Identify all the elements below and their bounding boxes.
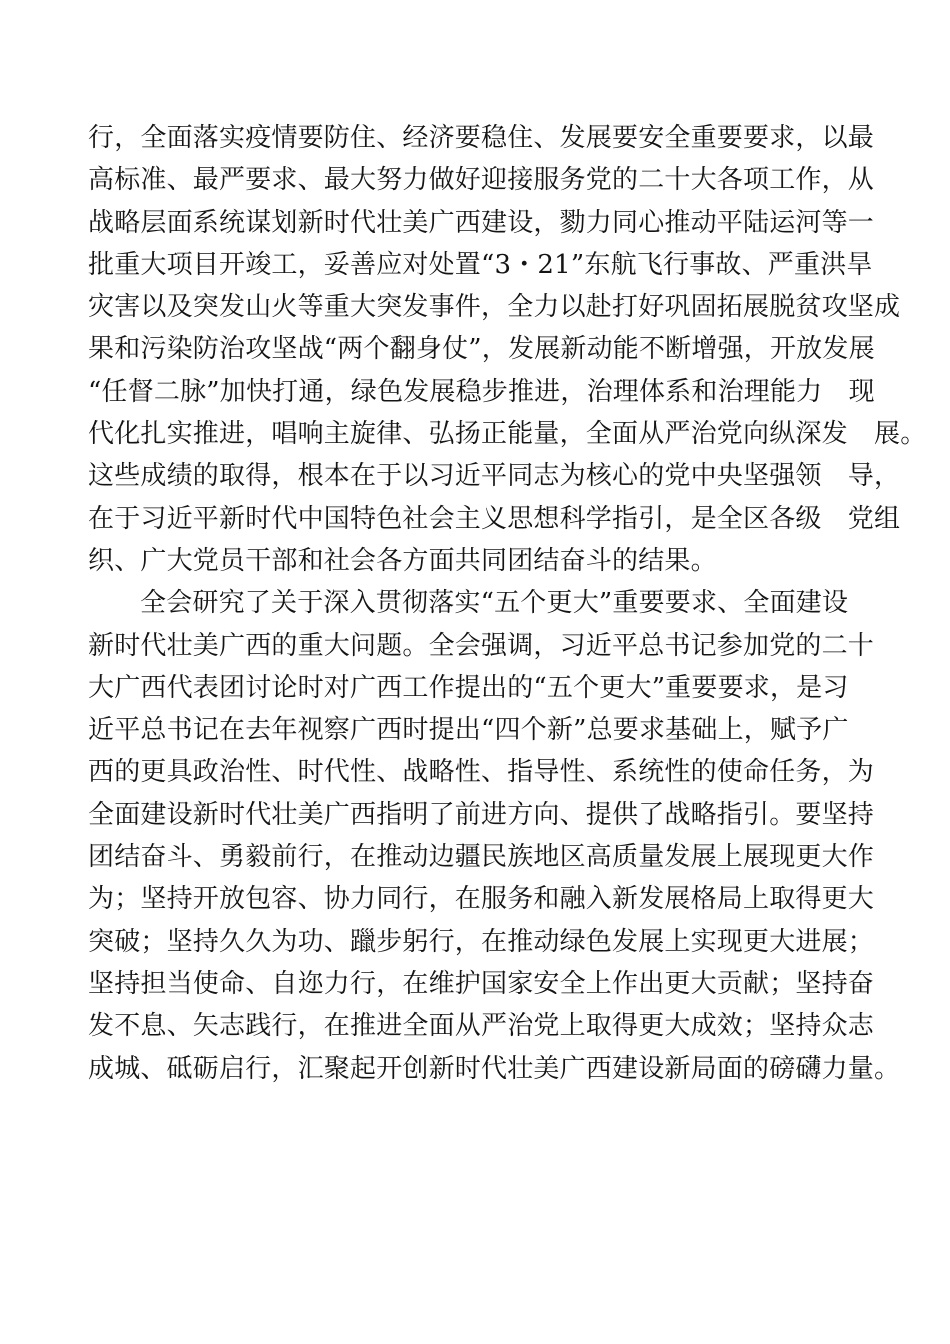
text-line: 行，全面落实疫情要防住、经济要稳住、发展要安全重要要求，以最 bbox=[88, 123, 875, 153]
text-line: 坚持担当使命、自迩力行，在维护国家安全上作出更大贡献；坚持奋 bbox=[88, 968, 875, 999]
text-line: 大广西代表团讨论时对广西工作提出的“五个更大”重要要求，是习 bbox=[88, 672, 849, 703]
text-line: 新时代壮美广西的重大问题。全会强调，习近平总书记参加党的二十 bbox=[88, 630, 875, 661]
text-line: 发不息、矢志践行，在推进全面从严治党上取得更大成效；坚持众志 bbox=[88, 1011, 875, 1042]
text-line: 团结奋斗、勇毅前行，在推动边疆民族地区高质量发展上展现更大作 bbox=[88, 842, 875, 873]
text-line: 果和污染防治攻坚战“两个翻身仗”，发展新动能不断增强，开放发展 bbox=[88, 334, 875, 365]
text-line: 西的更具政治性、时代性、战略性、指导性、系统性的使命任务，为 bbox=[88, 757, 875, 788]
text-line: 成城、砥砺启行，汇聚起开创新时代壮美广西建设新局面的磅礴力量。 bbox=[88, 1053, 901, 1084]
text-line: 在于习近平新时代中国特色社会主义思想科学指引，是全区各级 党组 bbox=[88, 503, 901, 534]
body-text bbox=[88, 117, 927, 1090]
text-line: 近平总书记在去年视察广西时提出“四个新”总要求基础上，赋予广 bbox=[88, 715, 849, 746]
text-line: 这些成绩的取得，根本在于以习近平同志为核心的党中央坚强领 导， bbox=[88, 461, 901, 492]
text-line: 灾害以及突发山火等重大突发事件，全力以赴打好巩固拓展脱贫攻坚成 bbox=[88, 292, 901, 323]
text-line: “任督二脉”加快打通，绿色发展稳步推进，治理体系和治理能力 现 bbox=[88, 376, 875, 407]
paragraph-first-line: 全会研究了关于深入贯彻落实“五个更大”重要要求、全面建设 bbox=[140, 588, 849, 619]
text-line: 突破；坚持久久为功、躐步躬行，在推动绿色发展上实现更大进展； bbox=[88, 926, 875, 957]
text-line: 全面建设新时代壮美广西指明了前进方向、提供了战略指引。要坚持 bbox=[88, 799, 875, 830]
text-line: 批重大项目开竣工，妥善应对处置“3・21”东航飞行事故、严重洪旱 bbox=[88, 249, 873, 280]
text-line: 战略层面系统谋划新时代壮美广西建设，勠力同心推动平陆运河等一 bbox=[88, 207, 875, 238]
text-line: 代化扎实推进，唱响主旋律、弘扬正能量，全面从严治党向纵深发 展。 bbox=[88, 419, 927, 450]
text-line: 织、广大党员干部和社会各方面共同团结奋斗的结果。 bbox=[88, 545, 717, 576]
text-line: 为；坚持开放包容、协力同行，在服务和融入新发展格局上取得更大 bbox=[88, 884, 875, 915]
text-line: 高标准、最严要求、最大努力做好迎接服务党的二十大各项工作，从 bbox=[88, 165, 875, 196]
